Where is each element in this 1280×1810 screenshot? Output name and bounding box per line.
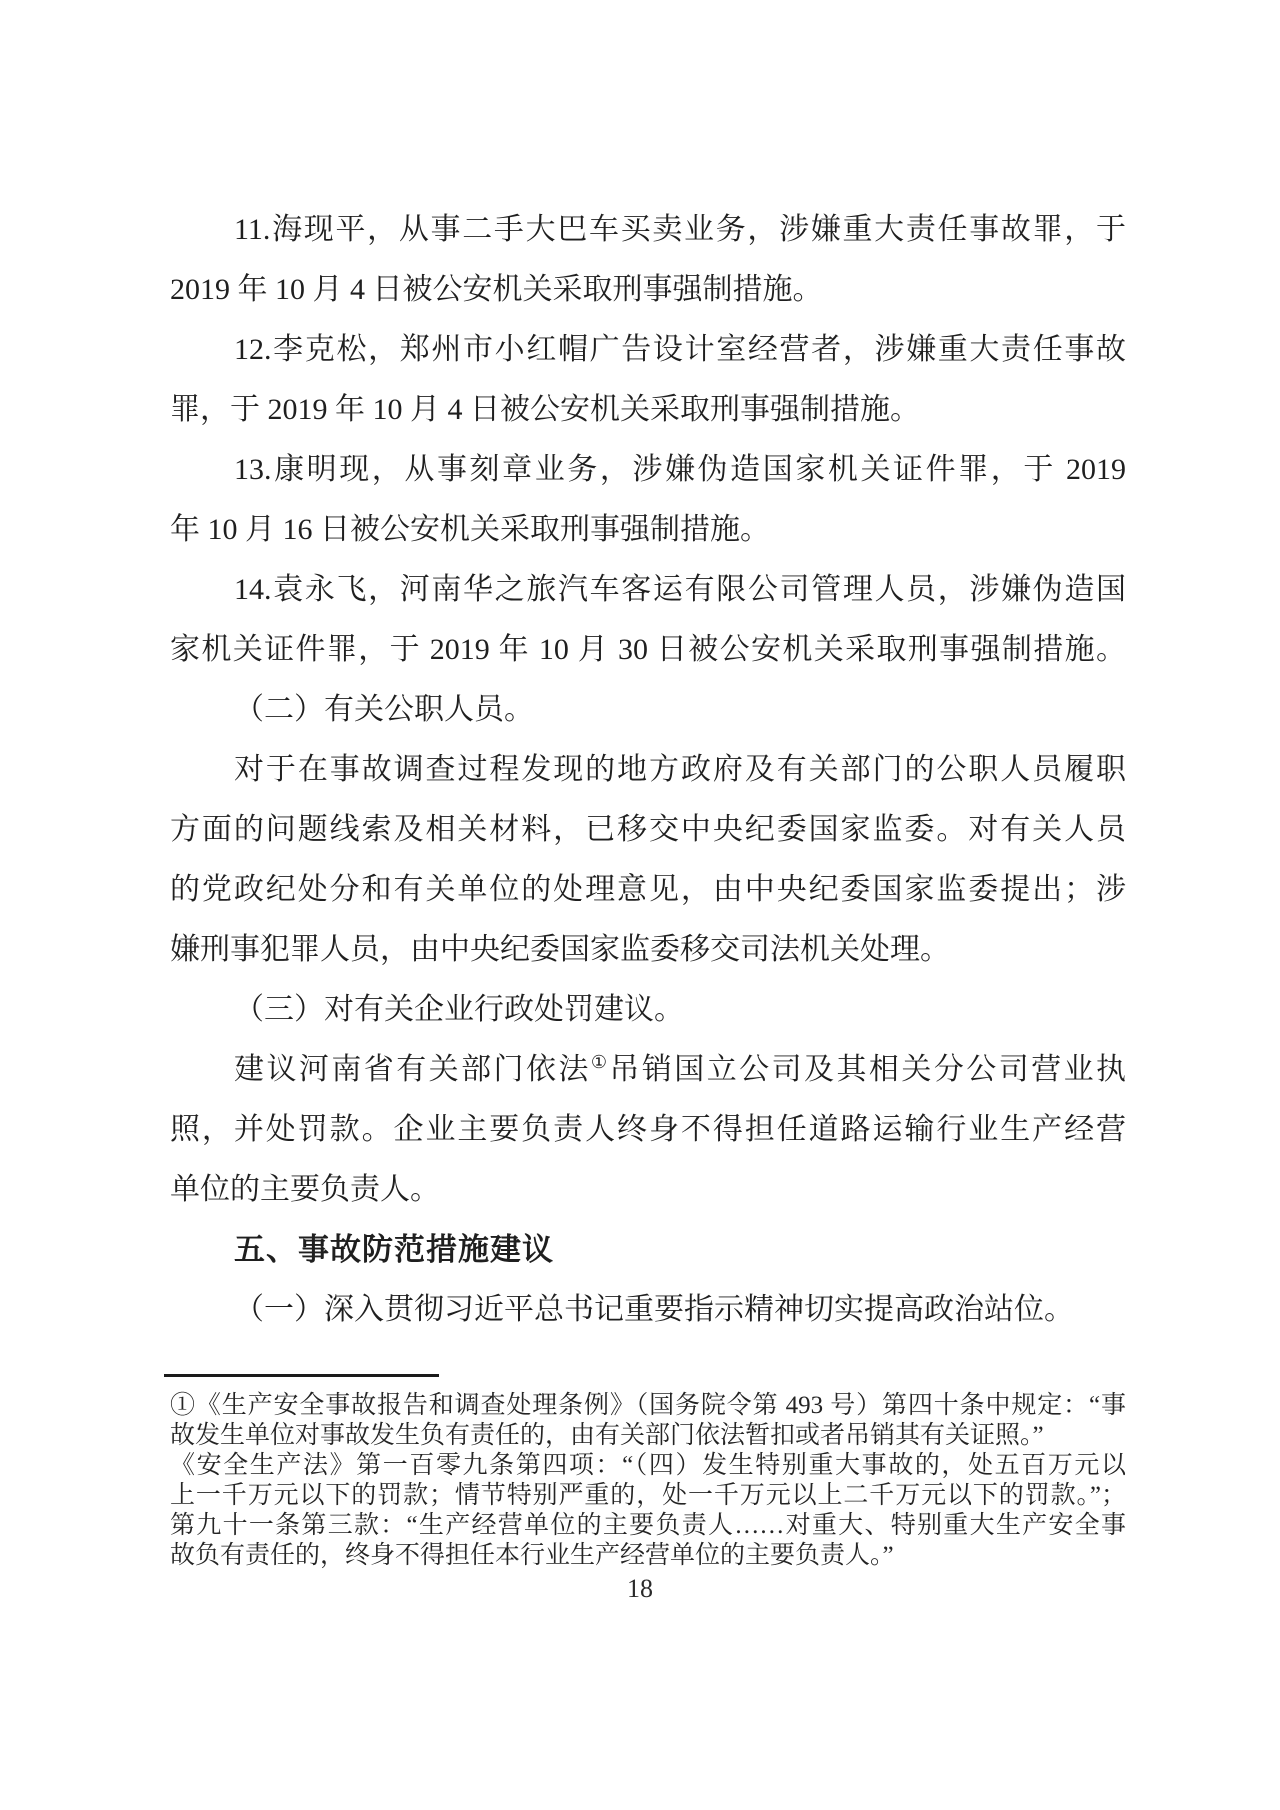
footnote-reference-marker: ① (590, 1052, 610, 1072)
document-page-body (170, 200, 1126, 1571)
body-line-penalty-1 (170, 1040, 1126, 1100)
body-line-item-12-cont: 罪，于 2019 年 10 月 4 日被公安机关采取刑事强制措施。 (170, 393, 920, 426)
subsection-heading-2: （二）有关公职人员。 (234, 693, 534, 726)
subsection-heading-1: （一）深入贯彻习近平总书记重要指示精神切实提高政治站位。 (234, 1293, 1074, 1326)
penalty-text-before-footnote: 建议河南省有关部门依法 (234, 1053, 591, 1086)
body-line-public-officials-4: 嫌刑事犯罪人员，由中央纪委国家监委移交司法机关处理。 (170, 933, 950, 966)
section-heading-5: 五、事故防范措施建议 (234, 1232, 554, 1267)
body-line-public-officials-2: 方面的问题线索及相关材料，已移交中央纪委国家监委。对有关人员 (170, 813, 1126, 846)
body-line-item-14: 14.袁永飞，河南华之旅汽车客运有限公司管理人员，涉嫌伪造国 (234, 573, 1126, 606)
body-line-item-14-cont: 家机关证件罪，于 2019 年 10 月 30 日被公安机关采取刑事强制措施。 (170, 633, 1126, 666)
footnote-divider (164, 1374, 439, 1377)
footnote-line: ①《生产安全事故报告和调查处理条例》（国务院令第 493 号）第四十条中规定：“事 (170, 1392, 1126, 1419)
footnote-line: 故负有责任的，终身不得担任本行业生产经营单位的主要负责人。” (170, 1542, 894, 1569)
footnote-line: 故发生单位对事故发生负有责任的，由有关部门依法暂扣或者吊销其有关证照。” (170, 1422, 1044, 1449)
penalty-text-after-footnote: 吊销国立公司及其相关分公司营业执 (609, 1053, 1127, 1086)
body-line-penalty-2: 照，并处罚款。企业主要负责人终身不得担任道路运输行业生产经营 (170, 1113, 1126, 1146)
body-line-item-11: 11.海现平，从事二手大巴车买卖业务，涉嫌重大责任事故罪，于 (234, 213, 1126, 246)
footnote-line: 《安全生产法》第一百零九条第四项：“（四）发生特别重大事故的，处五百万元以 (170, 1452, 1126, 1479)
body-line-item-11-cont: 2019 年 10 月 4 日被公安机关采取刑事强制措施。 (170, 273, 823, 306)
footnote-line: 上一千万元以下的罚款；情节特别严重的，处一千万元以上二千万元以下的罚款。”； (170, 1482, 1126, 1509)
footnote-line: 第九十一条第三款：“生产经营单位的主要负责人……对重大、特别重大生产安全事 (170, 1512, 1126, 1539)
page-number: 18 (627, 1574, 653, 1603)
body-line-item-13-cont: 年 10 月 16 日被公安机关采取刑事强制措施。 (170, 513, 770, 546)
body-line-penalty-3: 单位的主要负责人。 (170, 1173, 440, 1206)
body-line-public-officials-1: 对于在事故调查过程发现的地方政府及有关部门的公职人员履职 (234, 753, 1126, 786)
subsection-heading-3: （三）对有关企业行政处罚建议。 (234, 993, 684, 1026)
body-line-item-13: 13.康明现，从事刻章业务，涉嫌伪造国家机关证件罪，于 2019 (234, 453, 1126, 486)
body-line-public-officials-3: 的党政纪处分和有关单位的处理意见，由中央纪委国家监委提出；涉 (170, 873, 1126, 906)
body-line-item-12: 12.李克松，郑州市小红帽广告设计室经营者，涉嫌重大责任事故 (234, 333, 1126, 366)
